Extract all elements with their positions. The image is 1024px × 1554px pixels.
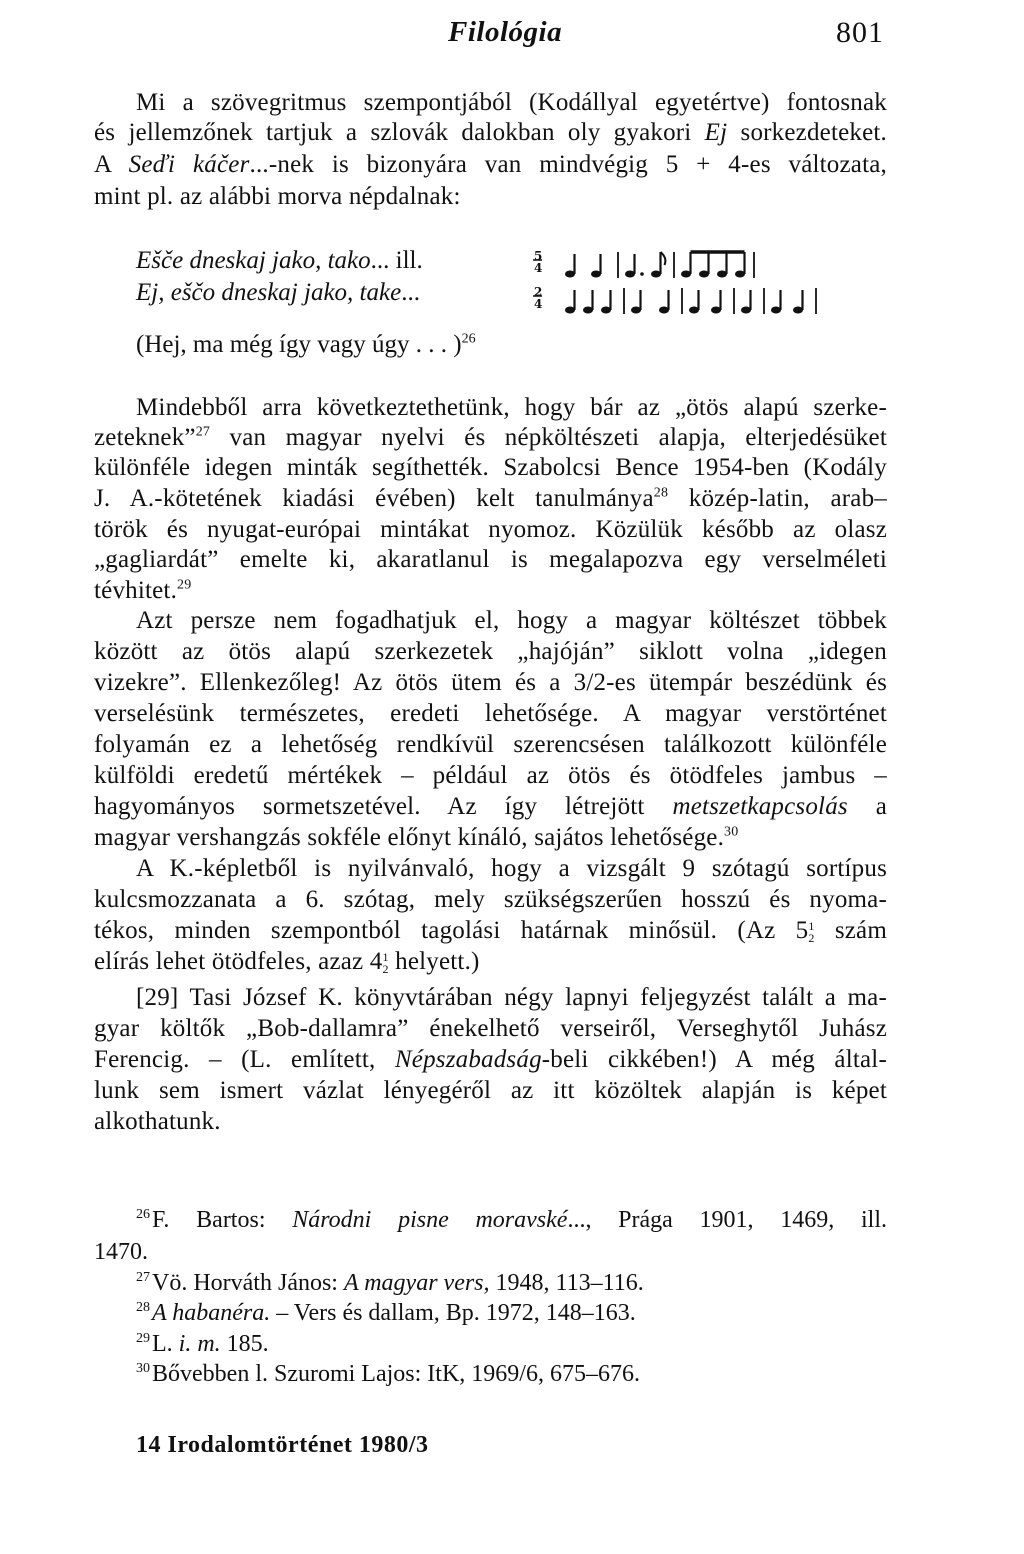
para1-line4: mint pl. az alábbi morva népdalnak: <box>94 183 461 210</box>
para2-line5: török és nyugat-európai mintákat nyomoz. Közülük később az olasz <box>94 516 887 543</box>
para2-line3: különféle idegen minták segíthették. Szabolcsi Bence 1954-ben (Kodály <box>94 454 887 481</box>
footnote-27: $^{27}$Vö. Horváth János: A magyar vers, 1948, 113–116. <box>136 1270 644 1296</box>
para1-line3: A Seďi káčer...-nek is bizonyára van mindvégig 5 + 4-es változata, <box>94 151 887 178</box>
footnote-26-cont: 1470. <box>94 1239 148 1265</box>
footnote-29: $^{29}$L. i. m. 185. <box>136 1331 269 1357</box>
para2-line1: Mindebből arra következtethetünk, hogy bár az „ötös alapú szerke- <box>136 394 887 421</box>
italic-term: metszetkapcsolás <box>672 793 848 820</box>
music-notation-line2 <box>532 282 882 318</box>
para2-line6: „gagliardát” emelte ki, akaratlanul is megalapozva egy verselméleti <box>94 546 887 573</box>
para4-line4: elírás lehet ötödfeles, azaz 4 1 2 helyett.) <box>94 948 480 977</box>
para5-line5: alkothatunk. <box>94 1108 221 1135</box>
svg-text:4: 4 <box>534 297 543 311</box>
para4-line1: A K.-képletből is nyilvánvaló, hogy a vizsgált 9 szótagú sortípus <box>136 855 887 882</box>
music-notation-line1 <box>532 246 862 282</box>
signature-line: 14 Irodalomtörténet 1980/3 <box>136 1432 429 1458</box>
para1-line1: Mi a szövegritmus szempontjából (Kodállyal egyetértve) fontosnak <box>136 89 887 116</box>
example-line1: Ešče dneskaj jako, tako... ill. <box>136 247 423 274</box>
running-head-title: Filológia <box>448 16 563 48</box>
para4-line2: kulcsmozzanata a 6. szótag, mely szükségszerűen hosszú és nyoma- <box>94 886 887 913</box>
para3-line4: verselésünk természetes, eredeti lehetősége. A magyar verstörténet <box>94 700 887 727</box>
para5-line2: gyar költők „Bob-dallamra” énekelhető verseiről, Verseghytől Juhász <box>94 1015 887 1042</box>
para3-line1: Azt persze nem fogadhatjuk el, hogy a magyar költészet többek <box>136 607 887 634</box>
svg-text:5: 5 <box>534 249 543 263</box>
para3-line6: külföldi eredetű mértékek – például az ötös és ötödfeles jambus – <box>94 762 887 789</box>
italic-ej: Ej <box>704 119 728 146</box>
para3-line8: magyar vershangzás sokféle előnyt kínáló, sajátos lehetősége.$^{30}$ <box>94 824 739 851</box>
para3-line5: folyamán ez a lehetőség rendkívül szerencsésen találkozott különféle <box>94 731 887 758</box>
para3-line3: vizekre”. Ellenkezőleg! Az ötös ütem és a 3/2-es ütempár beszédünk és <box>94 669 887 696</box>
para2-line4: J. A.-kötetének kiadási évében) kelt tanulmánya$^{28}$ közép-latin, arab– <box>94 485 887 512</box>
example-line2: Ej, eščo dneskaj jako, take... <box>136 279 420 306</box>
footnote-28: $^{28}$A habanéra. – Vers és dallam, Bp. 1972, 148–163. <box>136 1300 636 1326</box>
para2-line7: tévhitet.$^{29}$ <box>94 577 192 604</box>
italic-song-title: Seďi káčer <box>128 151 250 178</box>
footnote-30: $^{30}$Bővebben l. Szuromi Lajos: ItK, 1969/6, 675–676. <box>136 1361 640 1387</box>
para3-line2: között az ötös alapú szerkezetek „hajóján” siklott volna „idegen <box>94 638 887 665</box>
para5-line1: [29] Tasi József K. könyvtárában négy lapnyi feljegyzést talált a ma- <box>136 984 887 1011</box>
example-line3: (Hej, ma még így vagy úgy . . . )$^{26}$ <box>136 331 476 358</box>
footnote-26: $^{26}$F. Bartos: Národni pisne moravské..., Prága 1901, 1469, ill. <box>136 1207 887 1233</box>
para5-line4: lunk sem ismert vázlat lényegéről az itt közöltek alapján is képet <box>94 1077 887 1104</box>
para5-line3: Ferencig. – (L. említett, Népszabadság-beli cikkében!) A még által- <box>94 1046 887 1073</box>
para3-line7: hagyományos sormetszetével. Az így létrejött metszetkapcsolás a <box>94 793 887 820</box>
svg-text:4: 4 <box>534 261 543 275</box>
italic-newspaper: Népszabadság <box>394 1046 542 1073</box>
svg-text:2: 2 <box>534 285 543 299</box>
para2-line2: zeteknek”$^{27}$ van magyar nyelvi és népköltészeti alapja, elterjedésüket <box>94 424 887 451</box>
para4-line3: tékos, minden szempontból tagolási határnak minősül. (Az 5 1 2 szám <box>94 917 887 946</box>
page-number: 801 <box>836 16 884 49</box>
para1-line2: és jellemzőnek tartjuk a szlovák dalokban oly gyakori Ej sorkezdeteket. <box>94 119 887 146</box>
